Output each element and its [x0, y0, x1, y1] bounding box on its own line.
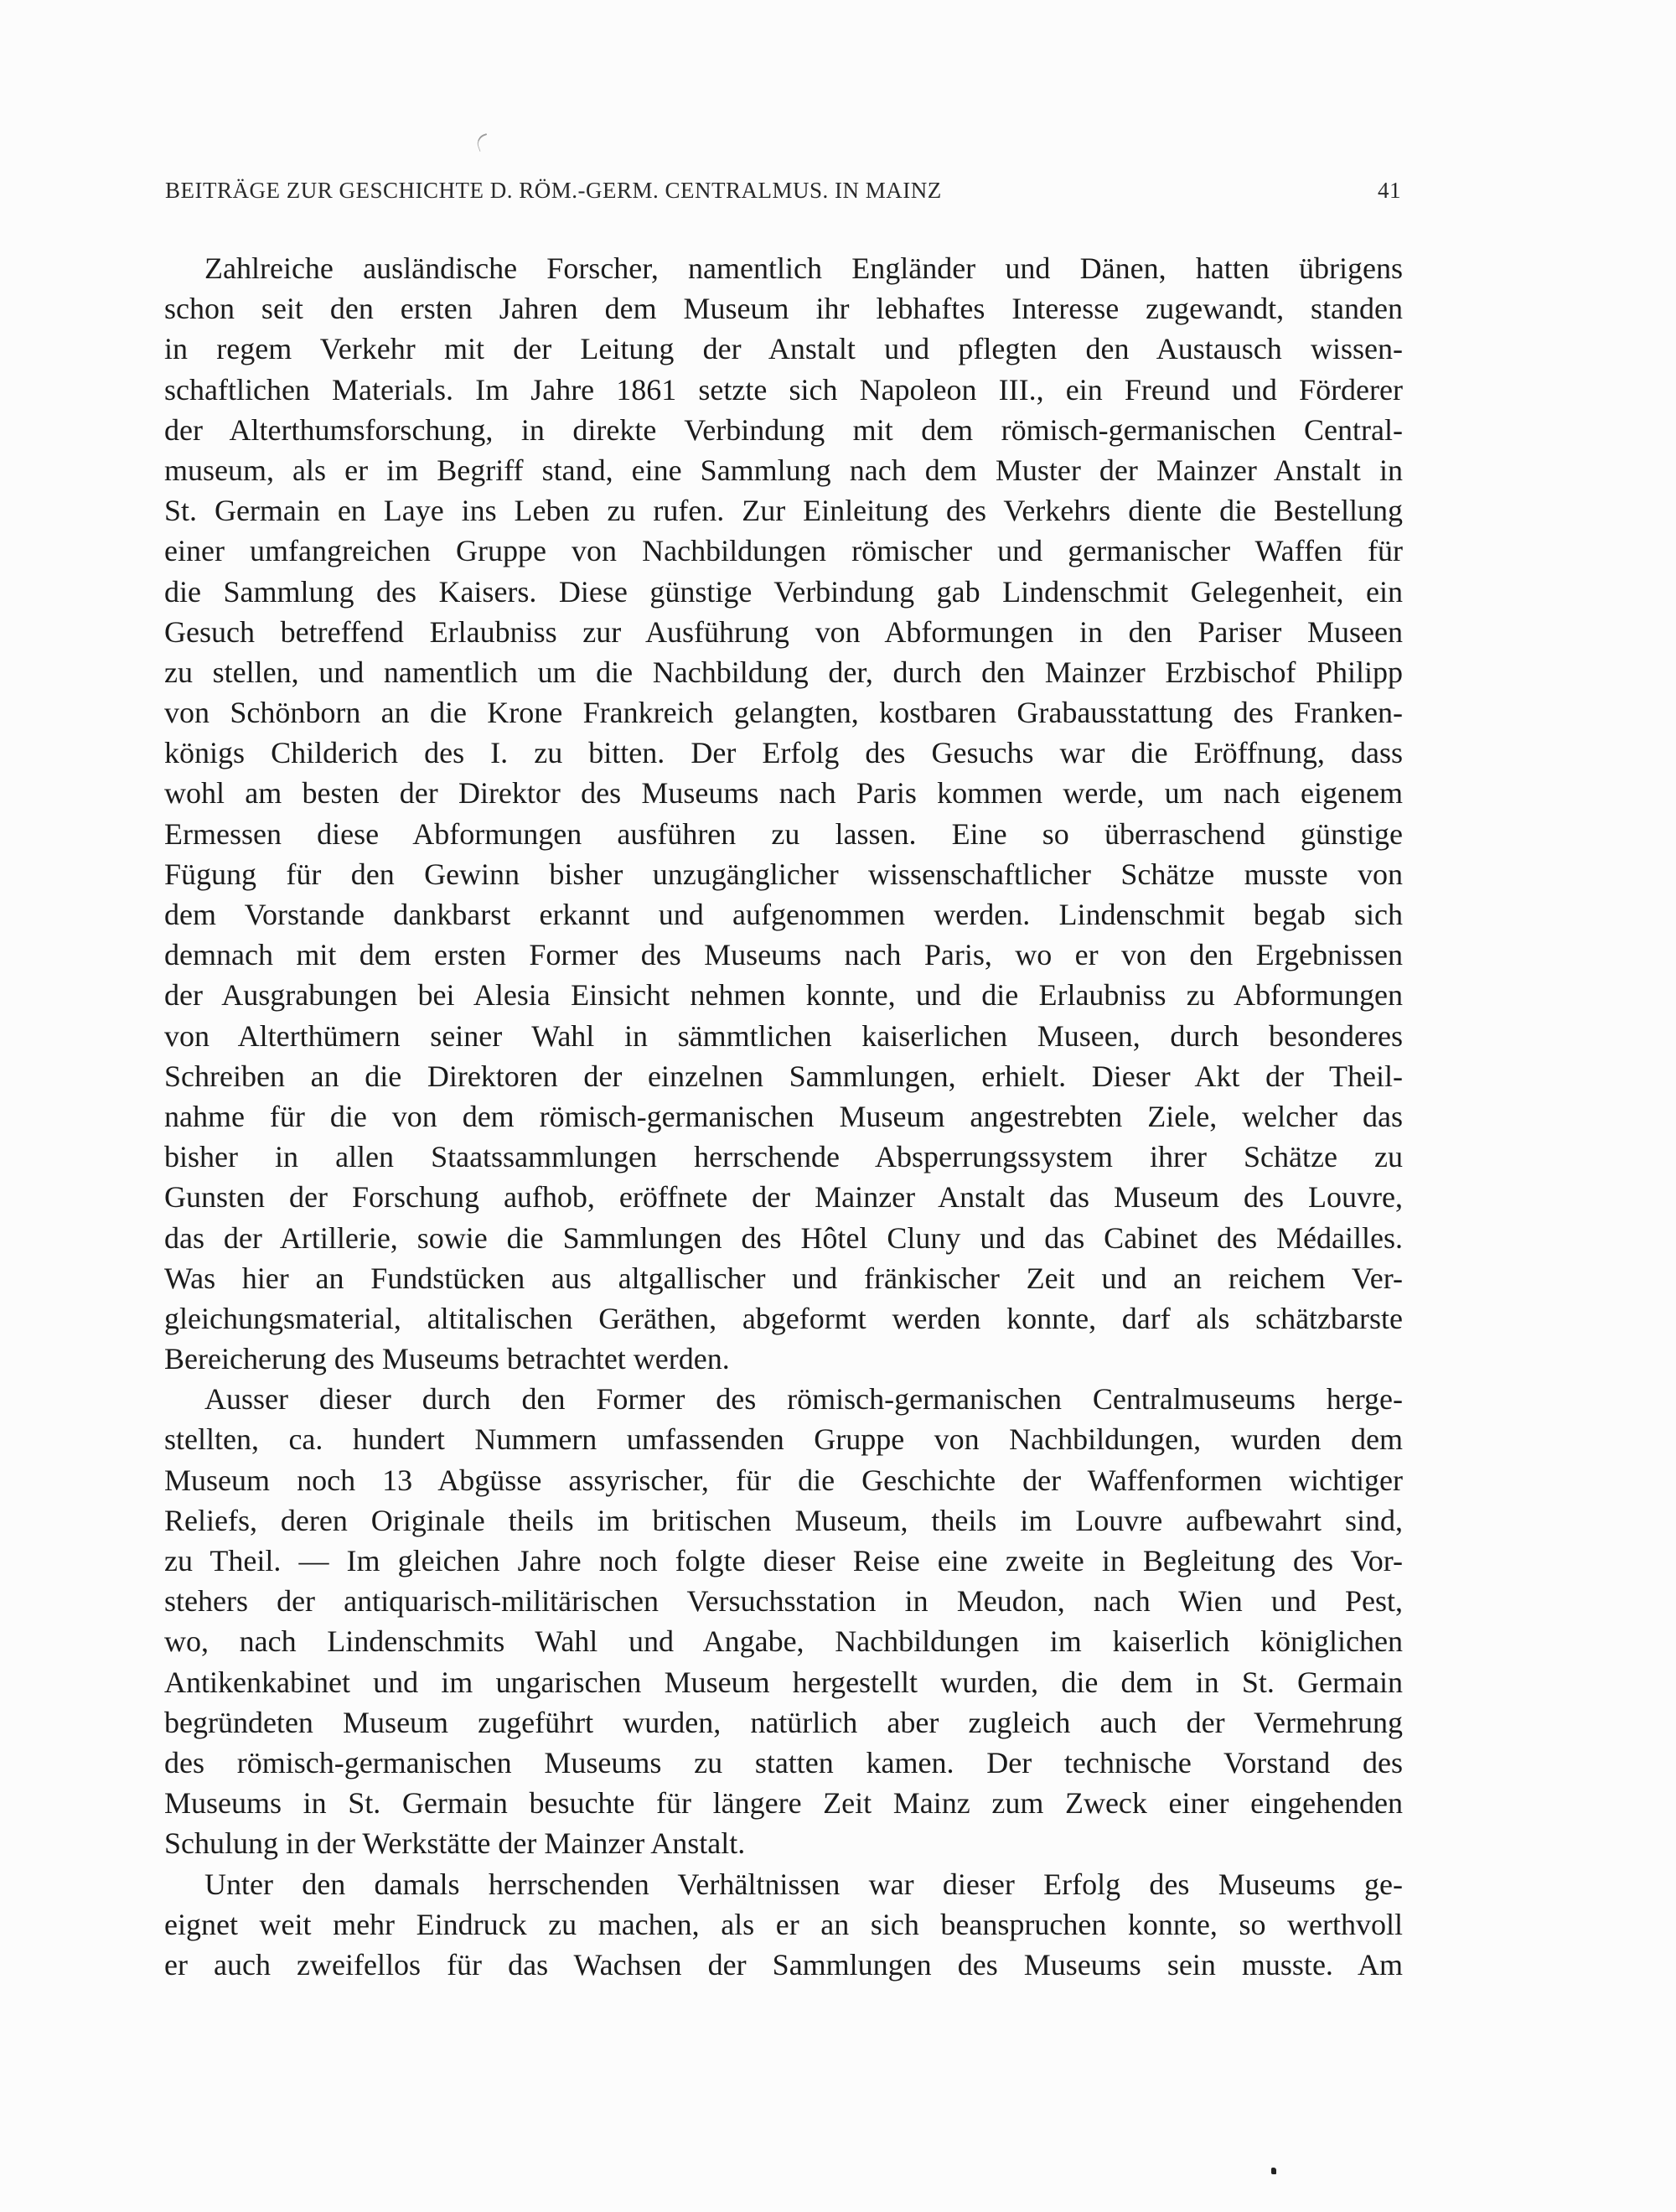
text-line: Was hier an Fundstücken aus altgallischer und fränkischer Zeit und an reichem Ver-: [164, 1261, 1403, 1295]
text-line: schaftlichen Materials. Im Jahre 1861 setzte sich Napoleon III., ein Freund und Förderer: [164, 372, 1403, 407]
text-line: das der Artillerie, sowie die Sammlungen des Hôtel Cluny und das Cabinet des Médailles.: [164, 1220, 1403, 1255]
text-line: Fügung für den Gewinn bisher unzugänglicher wissenschaftlicher Schätze musste von: [164, 857, 1403, 891]
ink-speck-mark: [1271, 2168, 1276, 2174]
text-line: Bereicherung des Museums betrachtet werden.: [164, 1342, 730, 1376]
page-number: 41: [1378, 178, 1401, 203]
text-line: er auch zweifellos für das Wachsen der Sammlungen des Museums sein musste. Am: [164, 1947, 1403, 1981]
text-line: gleichungsmaterial, altitalischen Geräthen, abgeformt werden konnte, darf als schätzbarste: [164, 1301, 1403, 1335]
text-line: einer umfangreichen Gruppe von Nachbildungen römischer und germanischer Waffen für: [164, 534, 1403, 568]
text-line: St. Germain en Laye ins Leben zu rufen. Zur Einleitung des Verkehrs diente die Bestellung: [164, 494, 1403, 528]
text-line: bisher in allen Staatssammlungen herrschende Absperrungssystem ihrer Schätze zu: [164, 1140, 1403, 1174]
text-line: Museum noch 13 Abgüsse assyrischer, für die Geschichte der Waffenformen wichtiger: [164, 1463, 1403, 1497]
paragraph: [164, 248, 1403, 1379]
text-line: begründeten Museum zugeführt wurden, natürlich aber zugleich auch der Vermehrung: [164, 1705, 1403, 1739]
text-line: Museums in St. Germain besuchte für längere Zeit Mainz zum Zweck einer eingehenden: [164, 1786, 1403, 1821]
text-line: Antikenkabinet und im ungarischen Museum hergestellt wurden, die dem in St. Germain: [164, 1665, 1403, 1699]
text-line: Zahlreiche ausländische Forscher, namentlich Engländer und Dänen, hatten übrigens: [204, 251, 1403, 285]
text-line: stellten, ca. hundert Nummern umfassenden Gruppe von Nachbildungen, wurden dem: [164, 1422, 1403, 1457]
running-title: BEITRÄGE ZUR GESCHICHTE D. RÖM.-GERM. CENTRALMUS. IN MAINZ: [165, 178, 942, 203]
text-line: Ausser dieser durch den Former des römisch-germanischen Centralmuseums herge-: [204, 1382, 1403, 1417]
body-text: [164, 248, 1403, 1985]
text-line: der Ausgrabungen bei Alesia Einsicht nehmen konnte, und die Erlaubniss zu Abformungen: [164, 978, 1403, 1013]
text-line: eignet weit mehr Eindruck zu machen, als er an sich beanspruchen konnte, so werthvoll: [164, 1907, 1403, 1941]
text-line: demnach mit dem ersten Former des Museums nach Paris, wo er von den Ergebnissen: [164, 938, 1403, 972]
text-line: von Alterthümern seiner Wahl in sämmtlichen kaiserlichen Museen, durch besonderes: [164, 1018, 1403, 1053]
text-line: Gunsten der Forschung aufhob, eröffnete der Mainzer Anstalt das Museum des Louvre,: [164, 1180, 1403, 1215]
paragraph: [164, 1379, 1403, 1863]
text-line: königs Childerich des I. zu bitten. Der Erfolg des Gesuchs war die Eröffnung, dass: [164, 736, 1403, 770]
text-line: wo, nach Lindenschmits Wahl und Angabe, Nachbildungen im kaiserlich königlichen: [164, 1624, 1403, 1659]
text-line: stehers der antiquarisch-militärischen Versuchsstation in Meudon, nach Wien und Pest,: [164, 1584, 1403, 1619]
text-line: nahme für die von dem römisch-germanischen Museum angestrebten Ziele, welcher das: [164, 1099, 1403, 1133]
text-line: Schreiben an die Direktoren der einzelnen Sammlungen, erhielt. Dieser Akt der Theil-: [164, 1059, 1403, 1093]
text-line: die Sammlung des Kaisers. Diese günstige Verbindung gab Lindenschmit Gelegenheit, ein: [164, 574, 1403, 609]
text-line: zu stellen, und namentlich um die Nachbildung der, durch den Mainzer Erzbischof Philipp: [164, 655, 1403, 689]
text-line: zu Theil. — Im gleichen Jahre noch folgte dieser Reise eine zweite in Begleitung des Vor-: [164, 1544, 1403, 1577]
text-line: wohl am besten der Direktor des Museums nach Paris kommen werde, um nach eigenem: [164, 776, 1403, 811]
text-line: museum, als er im Begriff stand, eine Sammlung nach dem Muster der Mainzer Anstalt in: [164, 453, 1403, 487]
text-line: dem Vorstande dankbarst erkannt und aufgenommen werden. Lindenschmit begab sich: [164, 898, 1403, 931]
text-line: Schulung in der Werkstätte der Mainzer Anstalt.: [164, 1826, 746, 1861]
text-line: schon seit den ersten Jahren dem Museum ihr lebhaftes Interesse zugewandt, standen: [164, 292, 1403, 326]
text-line: Unter den damals herrschenden Verhältnissen war dieser Erfolg des Museums ge-: [204, 1867, 1403, 1901]
text-line: des römisch-germanischen Museums zu statten kamen. Der technische Vorstand des: [164, 1745, 1403, 1779]
running-head: [165, 178, 1401, 211]
text-line: Ermessen diese Abformungen ausführen zu lassen. Eine so überraschend günstige: [164, 816, 1403, 851]
paragraph: [164, 1864, 1403, 1986]
text-line: der Alterthumsforschung, in direkte Verbindung mit dem römisch-germanischen Central-: [164, 412, 1403, 447]
text-line: Gesuch betreffend Erlaubniss zur Ausführung von Abformungen in den Pariser Museen: [164, 614, 1403, 649]
text-line: in regem Verkehr mit der Leitung der Anstalt und pflegten den Austausch wissen-: [164, 332, 1403, 366]
ink-speck-mark: [474, 133, 491, 152]
text-line: Reliefs, deren Originale theils im britischen Museum, theils im Louvre aufbewahrt sind,: [164, 1503, 1403, 1537]
text-line: von Schönborn an die Krone Frankreich gelangten, kostbaren Grabausstattung des Franken-: [164, 696, 1403, 730]
